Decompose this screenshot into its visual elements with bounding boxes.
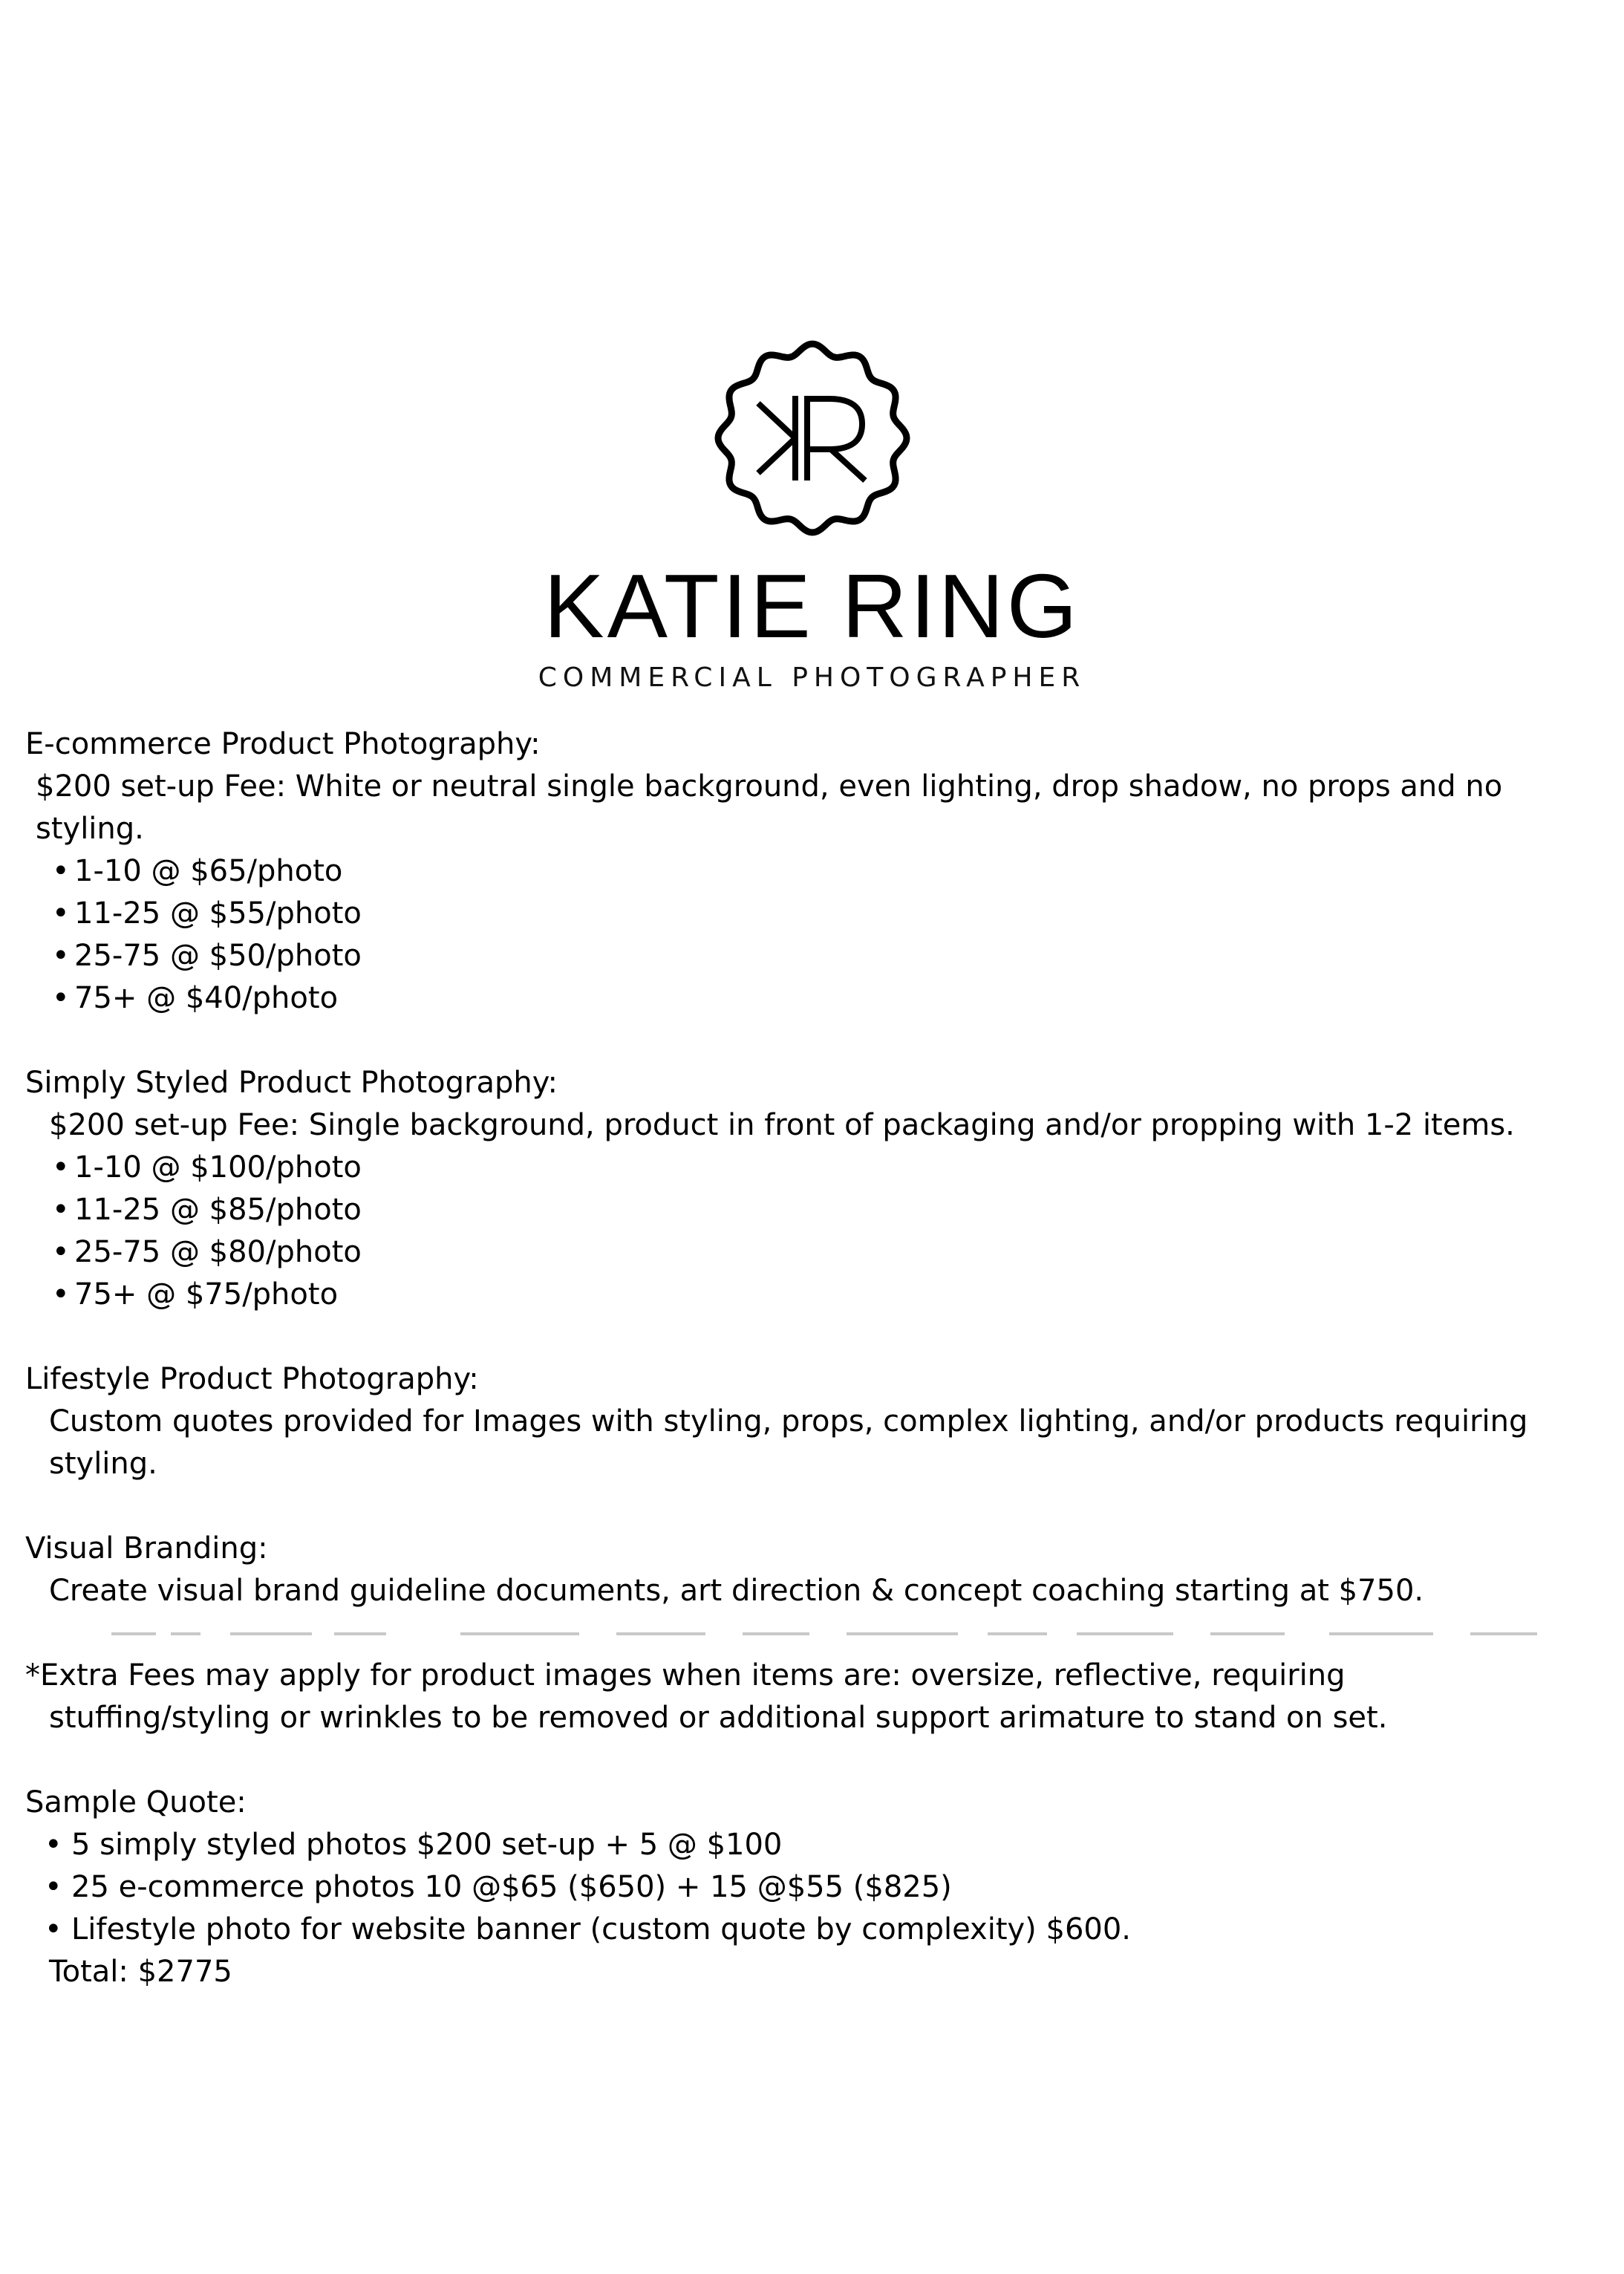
extra-fees-line: stuffing/styling or wrinkles to be removed or additional support arimature to stand on set. bbox=[49, 1701, 1388, 1735]
section-lifestyle bbox=[25, 1358, 1614, 1485]
sample-quote-list bbox=[25, 1824, 1614, 1951]
sample-quote-heading: Sample Quote: bbox=[25, 1785, 247, 1819]
price-tier-list bbox=[25, 1147, 1614, 1316]
section-visual-branding bbox=[25, 1528, 1614, 1612]
price-tier: • 1-10 @ $100/photo bbox=[25, 1147, 1614, 1189]
sample-quote-item: • Lifestyle photo for website banner (custom quote by complexity) $600. bbox=[25, 1909, 1614, 1951]
sample-quote-item: • 25 e-commerce photos 10 @$65 ($650) + 15 @$55 ($825) bbox=[25, 1866, 1614, 1909]
price-tier: • 75+ @ $75/photo bbox=[25, 1274, 1614, 1316]
faded-footer-line bbox=[111, 1630, 1582, 1638]
sample-quote-item: • 5 simply styled photos $200 set-up + 5 @ $100 bbox=[25, 1824, 1614, 1866]
price-tier-list bbox=[25, 850, 1614, 1020]
section-heading: E-commerce Product Photography: bbox=[25, 727, 541, 761]
section-description: $200 set-up Fee: Single background, product in front of packaging and/or propping with 1-2 items. bbox=[49, 1108, 1515, 1142]
section-description: Create visual brand guideline documents, art direction & concept coaching starting at $750. bbox=[49, 1574, 1424, 1608]
brand-name: KATIE RING bbox=[544, 556, 1080, 657]
price-tier: • 11-25 @ $85/photo bbox=[25, 1189, 1614, 1231]
section-description: $200 set-up Fee: White or neutral single background, even lighting, drop shadow, no props and no styling. bbox=[36, 769, 1503, 846]
price-tier: • 75+ @ $40/photo bbox=[25, 977, 1614, 1020]
extra-fees-line: *Extra Fees may apply for product images when items are: oversize, reflective, requiring bbox=[25, 1658, 1346, 1693]
sample-quote-total: Total: $2775 bbox=[49, 1955, 232, 1989]
section-description: Custom quotes provided for Images with styling, props, complex lighting, and/or products requiring styling. bbox=[49, 1404, 1528, 1481]
section-heading: Lifestyle Product Photography: bbox=[25, 1362, 479, 1396]
section-simply-styled bbox=[25, 1062, 1614, 1316]
extra-fees-note bbox=[25, 1655, 1614, 1739]
price-tier: • 25-75 @ $50/photo bbox=[25, 935, 1614, 977]
brand-tagline: COMMERCIAL PHOTOGRAPHER bbox=[538, 662, 1086, 693]
price-list bbox=[25, 723, 1614, 2036]
sample-quote bbox=[25, 1782, 1614, 1993]
price-tier: • 11-25 @ $55/photo bbox=[25, 893, 1614, 935]
brand-logo bbox=[0, 338, 1624, 691]
monogram-seal-icon bbox=[712, 338, 913, 538]
section-heading: Visual Branding: bbox=[25, 1531, 268, 1566]
section-heading: Simply Styled Product Photography: bbox=[25, 1066, 558, 1100]
section-ecommerce bbox=[25, 723, 1614, 1020]
price-tier: • 1-10 @ $65/photo bbox=[25, 850, 1614, 893]
price-tier: • 25-75 @ $80/photo bbox=[25, 1231, 1614, 1274]
